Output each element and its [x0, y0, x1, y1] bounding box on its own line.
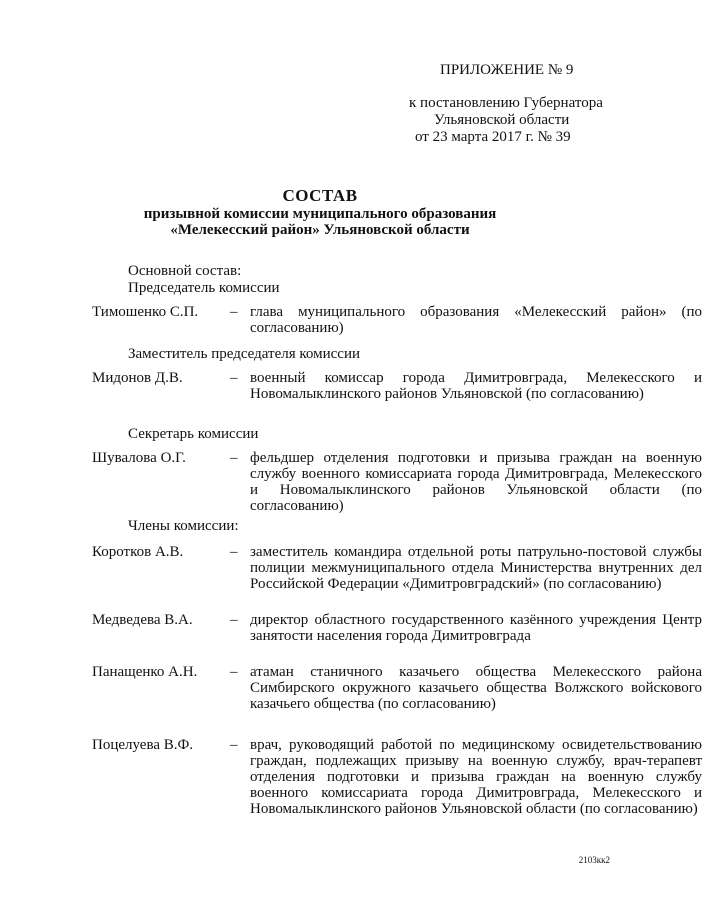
dash-separator: – — [230, 304, 238, 320]
appendix-heading: ПРИЛОЖЕНИЕ № 9 — [440, 62, 574, 78]
document-subtitle-1: призывной комиссии муниципального образования — [143, 206, 497, 222]
decree-reference-line-3: от 23 марта 2017 г. № 39 — [415, 129, 571, 145]
member-name: Поцелуева В.Ф. — [92, 737, 194, 753]
member-name: Мидонов Д.В. — [92, 370, 183, 386]
member-name: Тимошенко С.П. — [92, 304, 199, 320]
member-role: военный комиссар города Димитровграда, Мелекесского и Новомалыклинского районов Ульяновской (по согласованию) — [250, 370, 702, 402]
dash-separator: – — [230, 664, 238, 680]
member-name: Шувалова О.Г. — [92, 450, 186, 466]
member-name: Коротков А.В. — [92, 544, 184, 560]
section-secretary: Секретарь комиссии — [128, 426, 259, 442]
decree-reference-line-1: к постановлению Губернатора — [409, 95, 603, 111]
section-chairman: Председатель комиссии — [128, 280, 280, 296]
section-deputy-chairman: Заместитель председателя комиссии — [128, 346, 361, 362]
dash-separator: – — [230, 370, 238, 386]
document-subtitle-2: «Мелекесский район» Ульяновской области — [170, 222, 470, 238]
decree-reference-line-2: Ульяновской области — [434, 112, 570, 128]
member-role: фельдшер отделения подготовки и призыва граждан на военную службу военного комиссариата города Димитровграда, Мелекесского и Новомалыклинского районов Ульяновской области (по согласованию) — [250, 450, 702, 514]
member-role: директор областного государственного казённого учреждения Центр занятости населения города Димитровграда — [250, 612, 702, 644]
member-name: Медведева В.А. — [92, 612, 193, 628]
member-role: глава муниципального образования «Мелекесский район» (по согласованию) — [250, 304, 702, 336]
document-title: СОСТАВ — [282, 186, 358, 205]
dash-separator: – — [230, 737, 238, 753]
dash-separator: – — [230, 544, 238, 560]
member-name: Панащенко А.Н. — [92, 664, 198, 680]
member-role: заместитель командира отдельной роты патрульно-постовой службы полиции межмуниципального отдела Министерства внутренних дел Российской Федерации «Димитровградский» (по согласованию) — [250, 544, 702, 592]
member-role: атаман станичного казачьего общества Мелекесского района Симбирского окружного казачьего общества Волжского войскового казачьего общества (по согласованию) — [250, 664, 702, 712]
member-role: врач, руководящий работой по медицинскому освидетельствованию граждан, подлежащих призыву на военную службу, врач-терапевт отделения подготовки и призыва граждан на военную службу военного комиссариата города Димитровграда, Мелекесского и Новомалыклинского районов Ульяновской области (по согласованию) — [250, 737, 702, 817]
section-members: Члены комиссии: — [128, 518, 239, 534]
dash-separator: – — [230, 612, 238, 628]
section-main-composition: Основной состав: — [128, 263, 242, 279]
document-code: 2103кк2 — [578, 855, 610, 865]
dash-separator: – — [230, 450, 238, 466]
